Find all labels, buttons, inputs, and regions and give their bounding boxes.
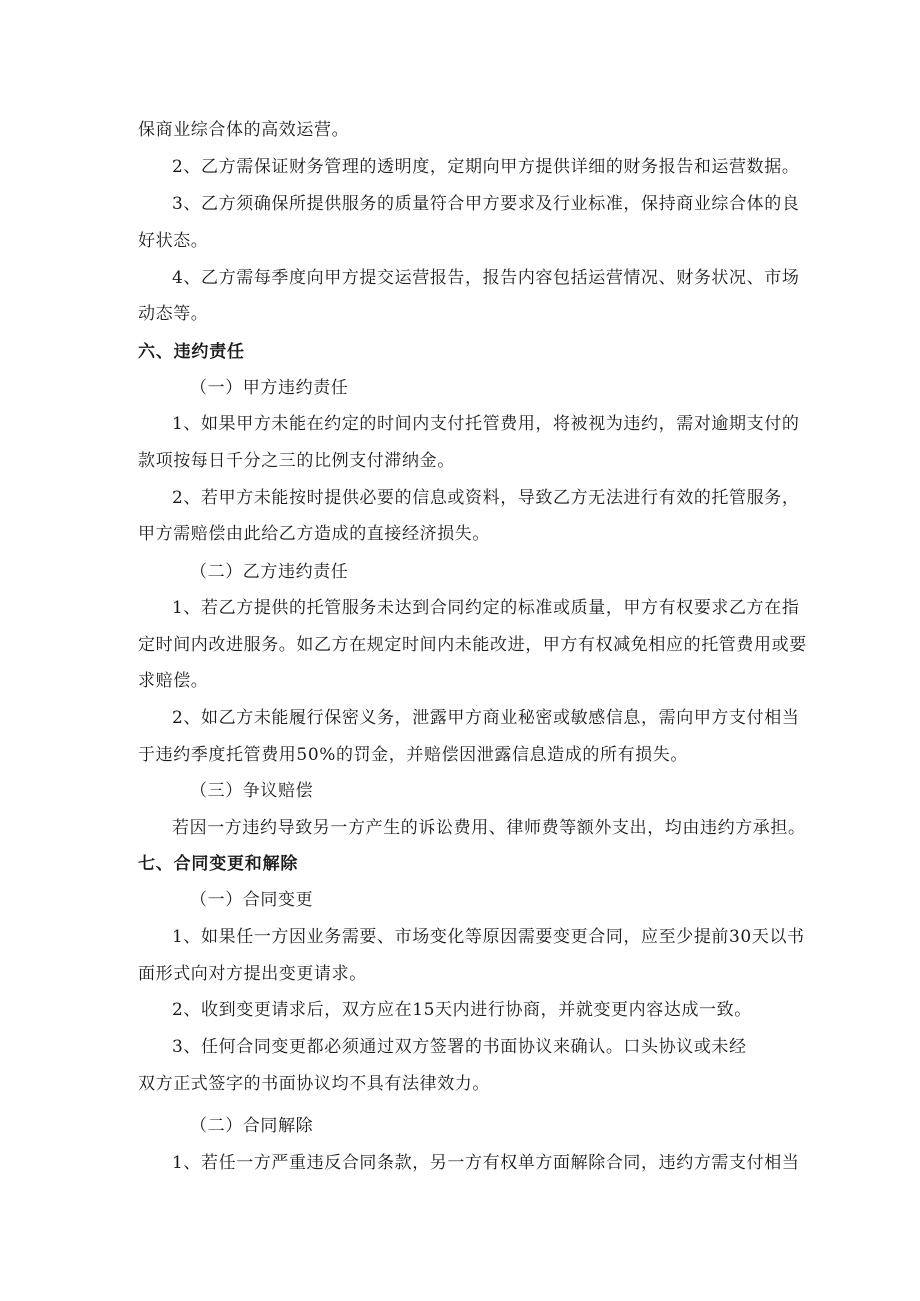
paragraph-line: 1、若任一方严重违反合同条款，另一方有权单方面解除合同，违约方需支付相当 [172, 1153, 800, 1173]
subsection-heading: （二）合同解除 [190, 1116, 314, 1136]
paragraph-line: 好状态。 [138, 231, 209, 251]
paragraph-line: 款项按每日千分之三的比例支付滞纳金。 [138, 451, 455, 471]
subsection-heading: （二）乙方违约责任 [190, 562, 349, 582]
paragraph-line: 2、乙方需保证财务管理的透明度，定期向甲方提供详细的财务报告和运营数据。 [172, 157, 800, 177]
paragraph-line: 甲方需赔偿由此给乙方造成的直接经济损失。 [138, 524, 490, 544]
paragraph-line: 于违约季度托管费用50%的罚金，并赔偿因泄露信息造成的所有损失。 [138, 745, 688, 765]
paragraph-line: 面形式向对方提出变更请求。 [138, 964, 367, 984]
paragraph-line: 3、乙方须确保所提供服务的质量符合甲方要求及行业标准，保持商业综合体的良 [172, 194, 800, 214]
paragraph-line: 1、如果甲方未能在约定的时间内支付托管费用，将被视为违约，需对逾期支付的 [172, 414, 800, 434]
paragraph-line: 4、乙方需每季度向甲方提交运营报告，报告内容包括运营情况、财务状况、市场 [172, 268, 800, 288]
paragraph-line: 2、若甲方未能按时提供必要的信息或资料，导致乙方无法进行有效的托管服务， [172, 488, 800, 508]
paragraph-line: 3、任何合同变更都必须通过双方签署的书面协议来确认。口头协议或未经 [172, 1037, 747, 1057]
paragraph-line: 定时间内改进服务。如乙方在规定时间内未能改进，甲方有权减免相应的托管费用或要 [138, 635, 807, 655]
paragraph-line: 求赔偿。 [138, 671, 209, 691]
paragraph-line: 2、收到变更请求后，双方应在15天内进行协商，并就变更内容达成一致。 [172, 1000, 752, 1020]
section-heading: 六、违约责任 [138, 342, 245, 362]
paragraph-line: 双方正式签字的书面协议均不具有法律效力。 [138, 1074, 490, 1094]
paragraph-line: 若因一方违约导致另一方产生的诉讼费用、律师费等额外支出，均由违约方承担。 [172, 818, 806, 838]
subsection-heading: （三）争议赔偿 [190, 781, 314, 801]
section-heading: 七、合同变更和解除 [138, 854, 299, 874]
paragraph-line: 1、如果任一方因业务需要、市场变化等原因需要变更合同，应至少提前30天以书 [172, 927, 805, 947]
subsection-heading: （一）合同变更 [190, 890, 314, 910]
paragraph-line: 动态等。 [138, 304, 209, 324]
subsection-heading: （一）甲方违约责任 [190, 378, 349, 398]
paragraph-line: 保商业综合体的高效运营。 [138, 120, 350, 140]
paragraph-line: 2、如乙方未能履行保密义务，泄露甲方商业秘密或敏感信息，需向甲方支付相当 [172, 708, 800, 728]
paragraph-line: 1、若乙方提供的托管服务未达到合同约定的标准或质量，甲方有权要求乙方在指 [172, 598, 800, 618]
